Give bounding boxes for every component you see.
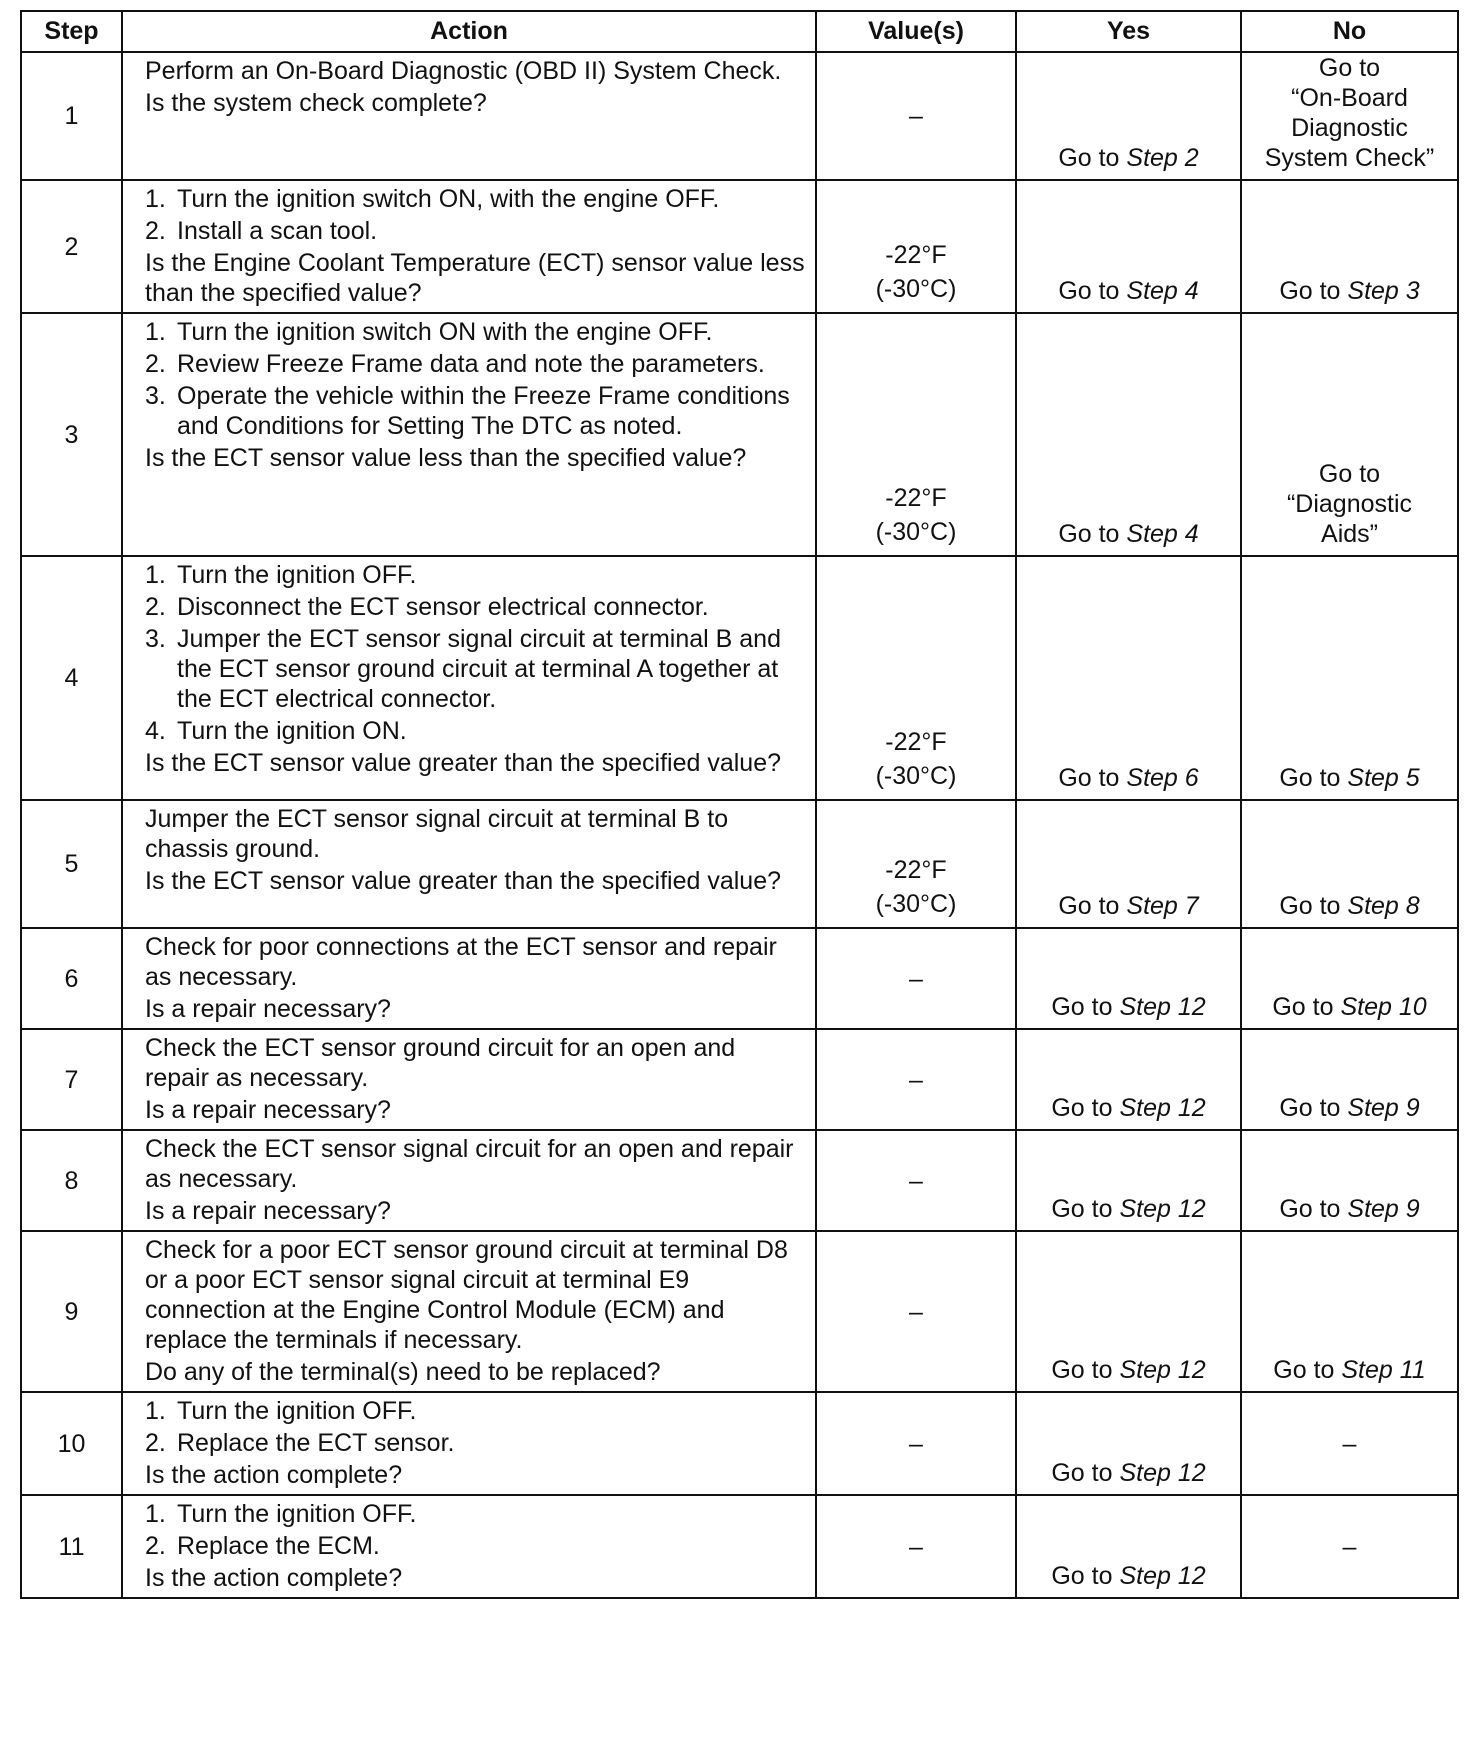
- yes-goto-target: Step 2: [1126, 144, 1199, 172]
- instruction-number: 2.: [145, 1429, 166, 1457]
- instruction-number: 1.: [145, 185, 166, 213]
- step-number: 6: [21, 928, 122, 1029]
- instruction-text: Review Freeze Frame data and note the parameters.: [177, 350, 765, 378]
- instruction-item: [145, 184, 805, 214]
- instruction-text: Turn the ignition ON.: [177, 717, 407, 745]
- instruction-text: Turn the ignition switch ON with the engine OFF.: [177, 318, 713, 346]
- question-text: Is a repair necessary?: [145, 1096, 391, 1124]
- action-cell: [122, 1392, 816, 1495]
- instruction-item: [145, 216, 805, 246]
- value-fahrenheit: -22°F: [885, 484, 947, 512]
- no-cell: [1241, 1029, 1458, 1130]
- table-row: [21, 1029, 1458, 1130]
- instruction-item: [145, 1396, 805, 1426]
- yes-cell: [1016, 800, 1241, 928]
- instruction-text: Turn the ignition OFF.: [177, 561, 417, 589]
- table-row: [21, 1495, 1458, 1598]
- no-cell: [1241, 1495, 1458, 1598]
- yes-cell: [1016, 1392, 1241, 1495]
- instruction-number: 1.: [145, 561, 166, 589]
- yes-cell: [1016, 52, 1241, 180]
- value-cell: [816, 928, 1016, 1029]
- instruction-item: [145, 624, 805, 714]
- instruction-text: Jumper the ECT sensor signal circuit at terminal B and the ECT sensor ground circuit at terminal A together at the ECT electrical connector.: [177, 625, 781, 713]
- instruction-number: 3.: [145, 382, 166, 410]
- instruction-item: [145, 592, 805, 622]
- value-fahrenheit: -22°F: [885, 728, 947, 756]
- step-number: 4: [21, 556, 122, 800]
- no-goto: Go to Step 3: [1279, 277, 1420, 305]
- step-number: 1: [21, 52, 122, 180]
- value-cell: [816, 556, 1016, 800]
- no-cell: [1241, 1392, 1458, 1495]
- no-cell: [1241, 800, 1458, 928]
- instruction-text: Jumper the ECT sensor signal circuit at terminal B to chassis ground.: [145, 805, 729, 863]
- instruction-number: 2.: [145, 217, 166, 245]
- instruction-number: 3.: [145, 625, 166, 653]
- instruction-item: [145, 317, 805, 347]
- header-yes: Yes: [1016, 11, 1241, 52]
- question-text: Do any of the terminal(s) need to be replaced?: [145, 1358, 661, 1386]
- no-goto-target: Step 5: [1347, 764, 1420, 792]
- question-text: Is the system check complete?: [145, 89, 487, 117]
- question-text: Is the action complete?: [145, 1461, 403, 1489]
- yes-goto-target: Step 12: [1119, 993, 1206, 1021]
- no-goto-target: Step 3: [1347, 277, 1420, 305]
- action-cell: [122, 180, 816, 313]
- yes-goto: Go to Step 4: [1058, 520, 1199, 548]
- value-dash: –: [909, 1065, 923, 1094]
- no-cell: [1241, 1231, 1458, 1392]
- no-goto-target: Step 10: [1340, 993, 1427, 1021]
- value-fahrenheit: -22°F: [885, 241, 947, 269]
- yes-goto: Go to Step 12: [1051, 1195, 1206, 1223]
- action-cell: [122, 313, 816, 556]
- yes-cell: [1016, 1495, 1241, 1598]
- value-celsius: (-30°C): [875, 890, 957, 918]
- no-cell: [1241, 52, 1458, 180]
- yes-goto-target: Step 12: [1119, 1562, 1206, 1590]
- no-cell: [1241, 1130, 1458, 1231]
- value-dash: –: [909, 1429, 923, 1458]
- instruction-item: [145, 1531, 805, 1561]
- step-number: 3: [21, 313, 122, 556]
- table-row: [21, 556, 1458, 800]
- question-text: Is the action complete?: [145, 1564, 403, 1592]
- yes-cell: [1016, 1029, 1241, 1130]
- yes-cell: [1016, 313, 1241, 556]
- no-goto: Go to Step 11: [1273, 1356, 1426, 1384]
- instruction-number: 2.: [145, 593, 166, 621]
- yes-goto: Go to Step 12: [1051, 1459, 1206, 1487]
- value-celsius: (-30°C): [875, 762, 957, 790]
- action-cell: [122, 1130, 816, 1231]
- no-goto-target: Step 9: [1347, 1195, 1420, 1223]
- step-number: 2: [21, 180, 122, 313]
- no-goto: Go to Step 5: [1279, 764, 1420, 792]
- instruction-text: Check for poor connections at the ECT sensor and repair as necessary.: [145, 933, 777, 991]
- instruction-text: Check the ECT sensor signal circuit for an open and repair as necessary.: [145, 1135, 794, 1193]
- action-cell: [122, 52, 816, 180]
- no-dash: –: [1342, 1429, 1357, 1458]
- action-cell: [122, 800, 816, 928]
- yes-goto: Go to Step 12: [1051, 1094, 1206, 1122]
- instruction-text: Operate the vehicle within the Freeze Frame conditions and Conditions for Setting The DTC as noted.: [177, 382, 790, 440]
- value-celsius: (-30°C): [875, 518, 957, 546]
- header-row: [21, 11, 1458, 52]
- no-cell: [1241, 928, 1458, 1029]
- no-goto: Go to Step 10: [1272, 993, 1427, 1021]
- no-goto-line: Diagnostic: [1291, 114, 1408, 142]
- value-dash: –: [909, 102, 923, 130]
- yes-goto: Go to Step 4: [1058, 277, 1199, 305]
- instruction-item: [145, 716, 805, 746]
- yes-cell: [1016, 180, 1241, 313]
- value-cell: [816, 1029, 1016, 1130]
- table-row: [21, 180, 1458, 313]
- value-fahrenheit: -22°F: [885, 856, 947, 884]
- no-goto-line: “Diagnostic: [1286, 490, 1413, 518]
- yes-cell: [1016, 1130, 1241, 1231]
- instruction-number: 1.: [145, 1500, 166, 1528]
- diagnostic-table-page: [20, 10, 1459, 1599]
- step-number: 8: [21, 1130, 122, 1231]
- no-cell: [1241, 180, 1458, 313]
- value-dash: –: [909, 1166, 923, 1195]
- question-text: Is a repair necessary?: [145, 995, 391, 1023]
- no-goto: Go to Step 8: [1279, 892, 1420, 920]
- instruction-item: [145, 381, 805, 441]
- no-cell: [1241, 313, 1458, 556]
- diagnostic-table: [20, 10, 1459, 1599]
- yes-cell: [1016, 1231, 1241, 1392]
- action-cell: [122, 1231, 816, 1392]
- action-cell: [122, 556, 816, 800]
- no-goto-line: Go to: [1318, 54, 1381, 82]
- table-row: [21, 800, 1458, 928]
- value-cell: [816, 1130, 1016, 1231]
- table-row: [21, 52, 1458, 180]
- action-cell: [122, 928, 816, 1029]
- yes-goto-target: Step 12: [1119, 1459, 1206, 1487]
- yes-goto: Go to Step 12: [1051, 993, 1206, 1021]
- header-no: No: [1241, 11, 1458, 52]
- question-text: Is a repair necessary?: [145, 1197, 391, 1225]
- instruction-text: Replace the ECM.: [177, 1532, 380, 1560]
- instruction-text: Turn the ignition switch ON, with the engine OFF.: [177, 185, 720, 213]
- question-text: Is the ECT sensor value greater than the specified value?: [145, 867, 782, 895]
- step-number: 9: [21, 1231, 122, 1392]
- question-text: Is the ECT sensor value less than the specified value?: [145, 444, 747, 472]
- instruction-item: [145, 560, 805, 590]
- instruction-number: 2.: [145, 1532, 166, 1560]
- no-cell: [1241, 556, 1458, 800]
- step-number: 11: [21, 1495, 122, 1598]
- value-cell: [816, 1392, 1016, 1495]
- step-number: 7: [21, 1029, 122, 1130]
- instruction-item: [145, 349, 805, 379]
- value-cell: [816, 1231, 1016, 1392]
- yes-goto: Go to Step 7: [1058, 892, 1199, 920]
- step-number: 10: [21, 1392, 122, 1495]
- yes-goto: Go to Step 6: [1058, 764, 1199, 792]
- value-cell: [816, 52, 1016, 180]
- instruction-number: 4.: [145, 717, 166, 745]
- instruction-number: 1.: [145, 318, 166, 346]
- instruction-item: [145, 1499, 805, 1529]
- action-cell: [122, 1495, 816, 1598]
- yes-goto: Go to Step 2: [1058, 144, 1199, 172]
- yes-goto: Go to Step 12: [1051, 1562, 1206, 1590]
- yes-goto-target: Step 7: [1126, 892, 1199, 920]
- instruction-number: 2.: [145, 350, 166, 378]
- header-action: Action: [122, 11, 816, 52]
- header-step: Step: [21, 11, 122, 52]
- table-row: [21, 1231, 1458, 1392]
- yes-goto-target: Step 12: [1119, 1356, 1206, 1384]
- no-goto-target: Step 9: [1347, 1094, 1420, 1122]
- question-text: Is the ECT sensor value greater than the specified value?: [145, 749, 782, 777]
- yes-goto-target: Step 12: [1119, 1094, 1206, 1122]
- no-goto: Go to Step 9: [1279, 1195, 1420, 1223]
- instruction-text: Check for a poor ECT sensor ground circuit at terminal D8 or a poor ECT sensor signal circuit at terminal E9 connection at the Engine Control Module (ECM) and replace the terminals if necessary.: [145, 1236, 788, 1354]
- value-cell: [816, 313, 1016, 556]
- instruction-text: Disconnect the ECT sensor electrical connector.: [177, 593, 709, 621]
- no-goto: Go to Step 9: [1279, 1094, 1420, 1122]
- value-dash: –: [909, 964, 923, 993]
- yes-goto-target: Step 4: [1126, 277, 1199, 305]
- table-row: [21, 1130, 1458, 1231]
- no-dash: –: [1342, 1532, 1357, 1561]
- value-celsius: (-30°C): [875, 275, 957, 303]
- table-row: [21, 1392, 1458, 1495]
- header-values: Value(s): [816, 11, 1016, 52]
- instruction-text: Turn the ignition OFF.: [177, 1397, 417, 1425]
- instruction-number: 1.: [145, 1397, 166, 1425]
- value-cell: [816, 800, 1016, 928]
- yes-cell: [1016, 556, 1241, 800]
- instruction-text: Perform an On-Board Diagnostic (OBD II) System Check.: [145, 57, 782, 85]
- yes-goto-target: Step 12: [1119, 1195, 1206, 1223]
- question-text: Is the Engine Coolant Temperature (ECT) sensor value less than the specified value?: [145, 249, 805, 307]
- table-row: [21, 313, 1458, 556]
- no-goto-line: Go to: [1318, 460, 1381, 488]
- table-row: [21, 928, 1458, 1029]
- yes-goto: Go to Step 12: [1051, 1356, 1206, 1384]
- instruction-text: Check the ECT sensor ground circuit for an open and repair as necessary.: [145, 1034, 736, 1092]
- action-cell: [122, 1029, 816, 1130]
- yes-goto-target: Step 6: [1126, 764, 1199, 792]
- instruction-item: [145, 1428, 805, 1458]
- no-goto-line: Aids”: [1321, 520, 1378, 548]
- value-cell: [816, 180, 1016, 313]
- no-goto-line: System Check”: [1264, 144, 1435, 172]
- no-goto-line: “On-Board: [1291, 84, 1408, 112]
- yes-cell: [1016, 928, 1241, 1029]
- yes-goto-target: Step 4: [1126, 520, 1199, 548]
- instruction-text: Turn the ignition OFF.: [177, 1500, 417, 1528]
- instruction-text: Replace the ECT sensor.: [177, 1429, 455, 1457]
- no-goto-target: Step 8: [1347, 892, 1420, 920]
- value-dash: –: [909, 1532, 923, 1561]
- instruction-text: Install a scan tool.: [177, 217, 378, 245]
- value-dash: –: [909, 1297, 923, 1326]
- no-goto-target: Step 11: [1341, 1356, 1426, 1384]
- value-cell: [816, 1495, 1016, 1598]
- step-number: 5: [21, 800, 122, 928]
